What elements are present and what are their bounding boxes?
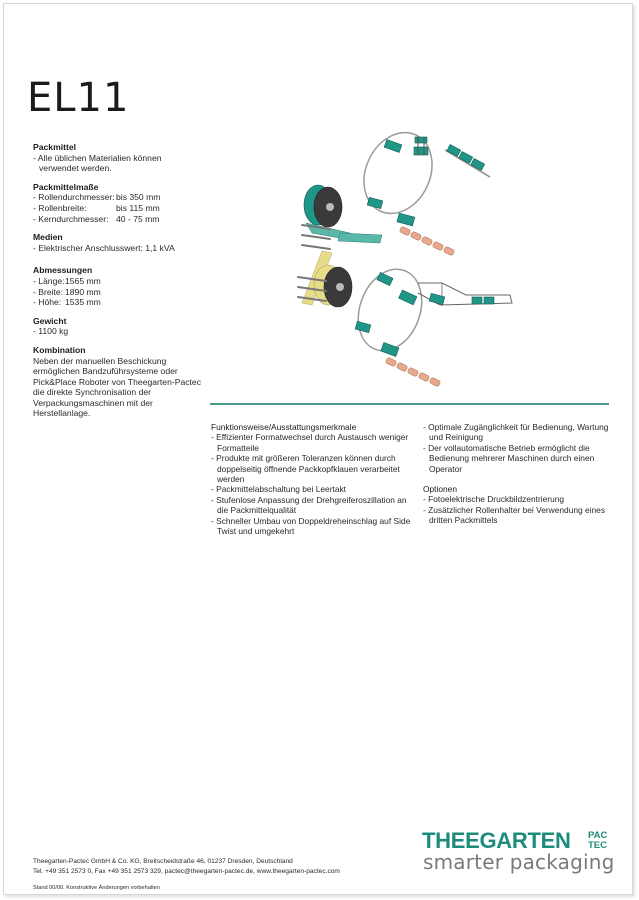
feature-item: - Effizienter Formatwechsel durch Austausch weniger Formatteile xyxy=(211,432,409,453)
section-gewicht xyxy=(33,316,203,337)
section-heading: Packmittelmaße xyxy=(33,181,99,192)
footer-address xyxy=(33,857,340,877)
spec-row xyxy=(33,276,203,287)
contact-line: Tel. +49 351 2573 0, Fax +49 351 2573 329, pactec@theegarten-pactec.de, www.theegarten-pactec.com xyxy=(33,868,340,875)
section-abmessungen xyxy=(33,265,203,307)
section-heading: Medien xyxy=(33,232,63,243)
address-line: Theegarten-Pactec GmbH & Co. KG, Breitscheidstraße 46, 01237 Dresden, Deutschland xyxy=(33,858,293,865)
document-title: EL11 xyxy=(27,75,130,121)
section-heading: Abmessungen xyxy=(33,265,93,276)
section-heading: Funktionsweise/Ausstattungsmerkmale xyxy=(211,422,357,432)
spec-value: 1565 mm xyxy=(65,275,101,286)
feature-item: - Produkte mit größeren Toleranzen können durch doppelseitig öffnende Packkopfklauen verarbeitet werden xyxy=(211,453,400,485)
machine-illustration xyxy=(290,125,530,400)
spec-item: - Alle üblichen Materialien können verwendet werden. xyxy=(33,152,162,174)
spec-row xyxy=(33,203,203,214)
section-heading: Packmittel xyxy=(33,142,76,152)
feature-item: - Optimale Zugänglichkeit für Bedienung, Wartung und Reinigung xyxy=(423,422,609,443)
spec-row xyxy=(33,192,203,203)
logo-pactec xyxy=(588,831,607,850)
features-right-column xyxy=(423,422,618,526)
spec-value: 1890 mm xyxy=(65,286,101,297)
section-heading: Gewicht xyxy=(33,315,67,326)
option-item: - Zusätzlicher Rollenhalter bei Verwendung eines dritten Packmittels xyxy=(423,504,606,526)
feature-item: - Schneller Umbau von Doppeldreheinschlag auf Side Twist und umgekehrt xyxy=(211,515,411,537)
spec-label: - Rollenbreite: xyxy=(33,202,87,213)
feature-item: - Stufenlose Anpassung der Drehgreiferoszillation an die Packmittelqualität xyxy=(211,494,407,516)
theegarten-logo xyxy=(422,830,622,882)
section-kombination xyxy=(33,345,203,419)
spec-label: - Kerndurchmesser: xyxy=(33,213,109,224)
section-packmittel xyxy=(33,142,203,174)
spec-value: bis 350 mm xyxy=(116,192,161,203)
logo-tec: TEC xyxy=(588,839,607,851)
feature-item: - Packmittelabschaltung bei Leertakt xyxy=(211,484,347,495)
spec-row xyxy=(33,297,203,308)
specs-column xyxy=(33,142,203,427)
footer-note: Stand 00/00. Konstruktive Änderungen vorbehalten xyxy=(33,885,160,891)
spec-row xyxy=(33,214,203,225)
option-item: - Fotoelektrische Druckbildzentrierung xyxy=(423,494,565,505)
section-heading: Kombination xyxy=(33,344,86,355)
section-medien xyxy=(33,232,203,253)
section-divider xyxy=(210,403,609,405)
spec-label: - Rollendurchmesser: xyxy=(33,192,115,203)
spec-item: - 1100 kg xyxy=(33,326,69,337)
logo-pac: PAC xyxy=(588,830,608,841)
spec-value: bis 115 mm xyxy=(116,202,160,213)
spec-label: - Höhe: xyxy=(33,297,62,308)
logo-tagline: smarter packaging xyxy=(423,850,615,874)
feature-item: - Der vollautomatische Betrieb ermöglicht die Bedienung mehrerer Maschinen durch einen Operator xyxy=(423,442,595,474)
spec-row xyxy=(33,287,203,298)
spec-item: - Elektrischer Anschlusswert: 1,1 kVA xyxy=(33,242,175,253)
spec-label: - Breite: xyxy=(33,286,64,297)
spec-label: - Länge: xyxy=(33,275,65,286)
features-column xyxy=(211,422,416,536)
logo-wordmark: THEEGARTEN xyxy=(422,828,571,853)
kombination-text: Neben der manuellen Beschickung ermöglichen Bandzuführsysteme oder Pick&Place Roboter von Theegarten-Pactec die direkte Synchronisation der Verpackungsmaschinen mit der Herstellanlage. xyxy=(33,355,201,419)
section-packmittelmasse xyxy=(33,182,203,224)
spec-value: 40 - 75 mm xyxy=(116,213,160,224)
section-heading: Optionen xyxy=(423,484,457,495)
spec-value: 1535 mm xyxy=(65,297,101,308)
